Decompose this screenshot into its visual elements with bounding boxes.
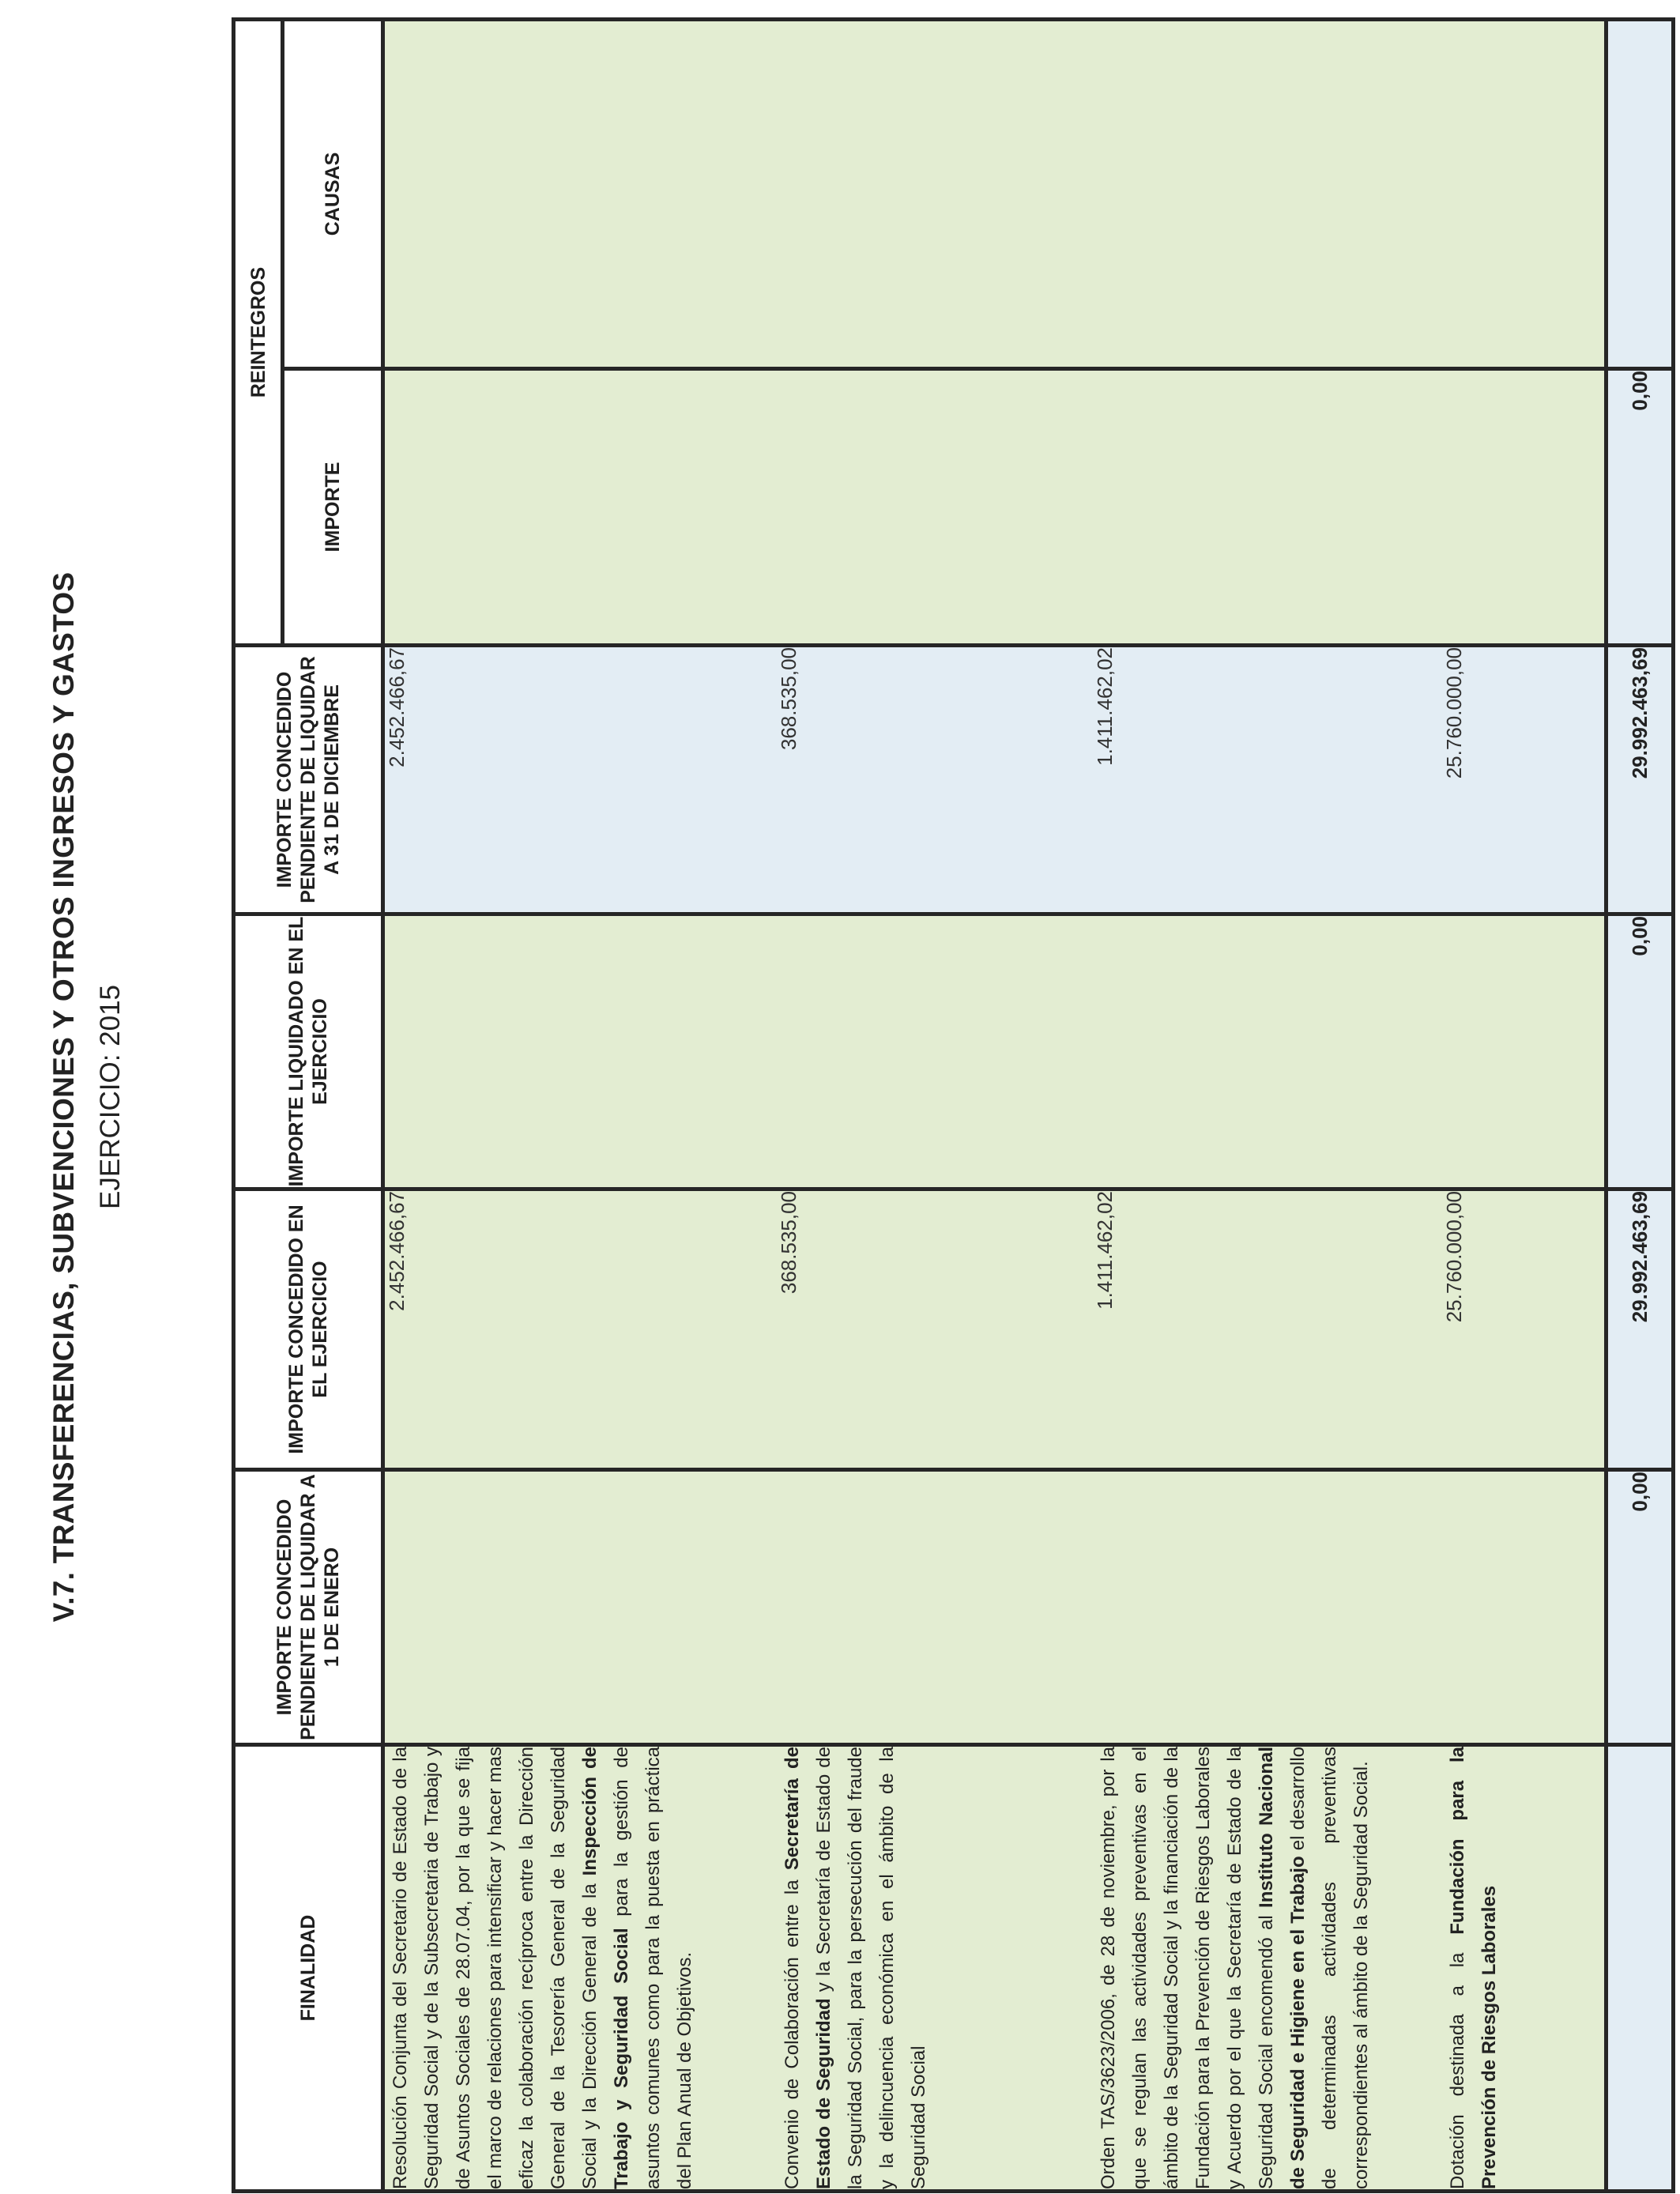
finalidad-entry <box>385 1747 777 2189</box>
finalidad-text: Resolución Conjunta del Secretario de Estado de la Seguridad Social y de la Subsecretaria de Trabajo y de Asuntos Sociales de 28.07.04, por la que se fija el marco de relaciones para intensificar y hacer mas eficaz la colaboración recíproca entre la Dirección General de la Tesorería General de la Seguridad Social y la Dirección General de la <box>390 1747 601 2189</box>
total-liquidado-ejercicio: 0,00 <box>1607 914 1674 1189</box>
amount-concedido: 2.452.466,67 <box>385 1191 409 1311</box>
page-title: V.7. TRANSFERENCIAS, SUBVENCIONES Y OTROS INGRESOS Y GASTOS <box>47 571 80 1623</box>
amount-pendiente-diciembre: 1.411.462,02 <box>1093 647 1117 766</box>
transfers-table <box>232 17 1675 2193</box>
total-concedido-ejercicio: 29.992.463,69 <box>1607 1189 1674 1470</box>
amount-concedido: 368.535,00 <box>777 1191 800 1295</box>
pendiente-enero-cell <box>383 1470 1607 1745</box>
total-pendiente-diciembre: 29.992.463,69 <box>1607 646 1674 914</box>
amount-concedido: 25.760.000,00 <box>1442 1191 1466 1323</box>
finalidad-cell <box>383 1745 1607 2192</box>
liquidado-ejercicio-cell <box>383 914 1607 1189</box>
finalidad-bold-text: Instituto Nacional de Seguridad e Higiene en el Trabajo <box>1256 1746 1309 2189</box>
total-reintegros-importe: 0,00 <box>1607 369 1674 646</box>
amount-concedido: 1.411.462,02 <box>1093 1191 1117 1310</box>
pendiente-diciembre-cell <box>383 646 1607 914</box>
finalidad-text: Convenio de Colaboración entre la <box>782 1870 803 2189</box>
finalidad-bold-text: Inspección de Trabajo y Seguridad Social <box>579 1746 632 2189</box>
finalidad-text: y la Secretaría de Estado de la Seguridad Social, para la persecución del fraude y la delincuencia económica en el ámbito de la Seguridad Social <box>813 1747 929 2189</box>
reintegros-importe-cell <box>383 369 1607 646</box>
finalidad-text: el desarrollo de determinadas actividades preventivas correspondientes al ámbito de la Seguridad Social. <box>1287 1747 1372 2189</box>
page-subtitle: EJERCICIO: 2015 <box>95 985 126 1209</box>
amount-pendiente-diciembre: 2.452.466,67 <box>385 647 409 767</box>
finalidad-bold-text: Fundación para la Prevención de Riesgos Laborales <box>1447 1747 1500 2189</box>
finalidad-entry <box>1093 1747 1442 2189</box>
total-label-cell <box>1607 1745 1674 2192</box>
finalidad-entry <box>777 1747 1093 2189</box>
finalidad-entry <box>1442 1747 1604 2189</box>
reintegros-causas-cell <box>383 19 1607 368</box>
finalidad-text: Dotación destinada a la <box>1447 1934 1468 2189</box>
header-reintegros-causas: CAUSAS <box>283 19 383 368</box>
header-finalidad: FINALIDAD <box>234 1745 383 2192</box>
header-concedido-ejercicio: IMPORTE CONCEDIDO EN EL EJERCICIO <box>234 1189 383 1470</box>
header-liquidado-ejercicio: IMPORTE LIQUIDADO EN EL EJERCICIO <box>234 914 383 1189</box>
finalidad-text: para la gestión de asuntos comunes como para la puesta en práctica del Plan Anual de Objetivos. <box>611 1747 695 2189</box>
header-pendiente-enero: IMPORTE CONCEDIDO PENDIENTE DE LIQUIDAR A 1 DE ENERO <box>234 1470 383 1745</box>
header-pendiente-diciembre: IMPORTE CONCEDIDO PENDIENTE DE LIQUIDAR A 31 DE DICIEMBRE <box>234 646 383 914</box>
total-causas-cell <box>1607 19 1674 368</box>
finalidad-text: Orden TAS/3623/2006, de 28 de noviembre, por la que se regulan las actividades preventivas en el ámbito de la Seguridad Social y la financiación de la Fundación para la Prevención de Riesgos Laborales y Acuerdo por el que la Secretaría de Estado de la Seguridad Social encomendó al <box>1098 1747 1277 2189</box>
amount-pendiente-diciembre: 25.760.000,00 <box>1442 647 1466 779</box>
header-reintegros-importe: IMPORTE <box>283 369 383 646</box>
total-pendiente-enero: 0,00 <box>1607 1470 1674 1745</box>
finalidad-bold-text: Secretaría de Estado de Seguridad <box>782 1747 834 2189</box>
header-reintegros: REINTEGROS <box>234 19 283 645</box>
concedido-ejercicio-cell <box>383 1189 1607 1470</box>
amount-pendiente-diciembre: 368.535,00 <box>777 647 800 751</box>
